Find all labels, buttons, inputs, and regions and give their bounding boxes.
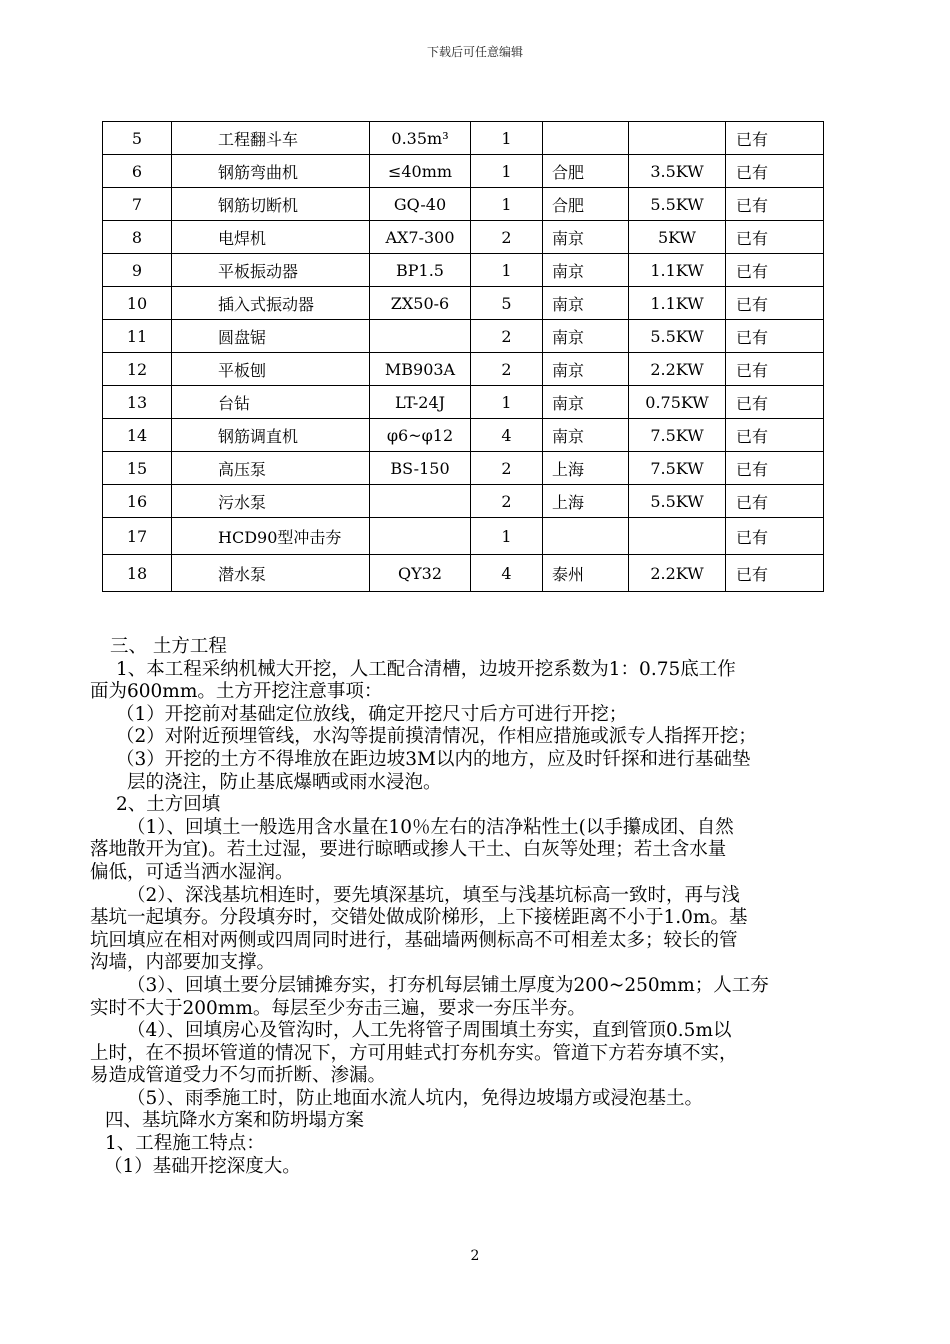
cell-number: 11 <box>103 320 172 353</box>
paragraph-line: （4）、回填房心及管沟时，人工先将管子周围填土夯实，直到管顶0.5m以 <box>127 1020 732 1042</box>
cell-equipment-name: 钢筋切断机 <box>172 188 370 221</box>
cell-origin: 合肥 <box>543 188 629 221</box>
cell-equipment-name: 钢筋弯曲机 <box>172 155 370 188</box>
document-body <box>90 636 890 1178</box>
cell-origin: 上海 <box>543 452 629 485</box>
cell-model: φ6~φ12 <box>370 419 471 452</box>
list-item: （2）对附近预埋管线，水沟等提前摸清情况，作相应措施或派专人指挥开挖； <box>116 726 757 748</box>
cell-number: 15 <box>103 452 172 485</box>
paragraph-line: 坑回填应在相对两侧或四周同时进行，基础墙两侧标高不可相差太多；较长的管 <box>90 929 738 951</box>
cell-origin <box>543 518 629 555</box>
cell-equipment-name: 插入式振动器 <box>172 287 370 320</box>
cell-model: BS-150 <box>370 452 471 485</box>
paragraph-line: 易造成管道受力不匀而折断、渗漏。 <box>90 1065 387 1087</box>
cell-status: 已有 <box>726 254 824 287</box>
cell-power: 7.5KW <box>629 419 726 452</box>
cell-status: 已有 <box>726 221 824 254</box>
cell-number: 12 <box>103 353 172 386</box>
equipment-table <box>102 121 824 592</box>
paragraph-line: 1、本工程采纳机械大开挖，人工配合清槽，边坡开挖系数为1：0.75底工作 <box>116 658 736 680</box>
cell-origin: 南京 <box>543 419 629 452</box>
table-row <box>103 452 824 485</box>
cell-quantity: 1 <box>471 386 543 419</box>
cell-origin: 南京 <box>543 254 629 287</box>
paragraph-line: 沟墙，内部要加支撑。 <box>90 952 276 974</box>
paragraph-line: （1）、回填土一般选用含水量在10％左右的洁净粘性土(以手攥成团、自然 <box>127 816 734 838</box>
cell-quantity: 2 <box>471 485 543 518</box>
cell-equipment-name: HCD90型冲击夯 <box>172 518 370 555</box>
cell-power: 5.5KW <box>629 485 726 518</box>
cell-equipment-name: 平板刨 <box>172 353 370 386</box>
cell-origin <box>543 122 629 155</box>
cell-quantity: 4 <box>471 419 543 452</box>
cell-origin: 南京 <box>543 320 629 353</box>
cell-status: 已有 <box>726 555 824 592</box>
section-heading: 三、 土方工程 <box>110 636 227 657</box>
cell-quantity: 1 <box>471 518 543 555</box>
table-row <box>103 518 824 555</box>
cell-model: QY32 <box>370 555 471 592</box>
cell-model: GQ-40 <box>370 188 471 221</box>
paragraph-line: 上时，在不损坏管道的情况下，方可用蛙式打夯机夯实。管道下方若夯填不实， <box>90 1042 738 1064</box>
cell-number: 7 <box>103 188 172 221</box>
paragraph-line: 基坑一起填夯。分段填夯时，交错处做成阶梯形，上下接槎距离不小于1.0m。基 <box>90 907 748 929</box>
cell-quantity: 5 <box>471 287 543 320</box>
cell-power: 2.2KW <box>629 555 726 592</box>
cell-number: 16 <box>103 485 172 518</box>
cell-number: 13 <box>103 386 172 419</box>
cell-equipment-name: 台钻 <box>172 386 370 419</box>
cell-quantity: 1 <box>471 254 543 287</box>
subsection-heading: 2、土方回填 <box>116 794 221 816</box>
cell-status: 已有 <box>726 419 824 452</box>
cell-equipment-name: 高压泵 <box>172 452 370 485</box>
paragraph-line: 落地散开为宜)。若土过湿，要进行晾晒或掺人干土、白灰等处理；若土含水量 <box>90 839 727 861</box>
cell-power <box>629 122 726 155</box>
paragraph-line: 面为600mm。土方开挖注意事项： <box>90 681 383 703</box>
cell-origin: 泰州 <box>543 555 629 592</box>
table-row <box>103 254 824 287</box>
paragraph-line: （5）、雨季施工时，防止地面水流人坑内，免得边坡塌方或浸泡基土。 <box>127 1087 704 1109</box>
cell-equipment-name: 平板振动器 <box>172 254 370 287</box>
cell-origin: 南京 <box>543 287 629 320</box>
cell-model: MB903A <box>370 353 471 386</box>
table-row <box>103 122 824 155</box>
cell-origin: 合肥 <box>543 155 629 188</box>
cell-power: 2.2KW <box>629 353 726 386</box>
cell-quantity: 1 <box>471 188 543 221</box>
cell-status: 已有 <box>726 518 824 555</box>
cell-origin: 南京 <box>543 353 629 386</box>
paragraph-line: （3）、回填土要分层铺摊夯实，打夯机每层铺土厚度为200~250mm；人工夯 <box>127 974 769 996</box>
cell-model: 0.35m³ <box>370 122 471 155</box>
cell-model: AX7-300 <box>370 221 471 254</box>
cell-power: 1.1KW <box>629 287 726 320</box>
cell-quantity: 2 <box>471 221 543 254</box>
table-row <box>103 320 824 353</box>
cell-quantity: 2 <box>471 452 543 485</box>
cell-equipment-name: 污水泵 <box>172 485 370 518</box>
paragraph-line: 层的浇注，防止基底爆晒或雨水浸泡。 <box>127 771 442 793</box>
cell-power: 5.5KW <box>629 320 726 353</box>
cell-status: 已有 <box>726 320 824 353</box>
cell-power: 7.5KW <box>629 452 726 485</box>
paragraph-line: 偏低，可适当洒水湿润。 <box>90 861 294 883</box>
table-row <box>103 287 824 320</box>
section-heading: 四、基坑降水方案和防坍塌方案 <box>105 1110 365 1132</box>
page-number: 2 <box>470 1248 480 1264</box>
cell-power: 0.75KW <box>629 386 726 419</box>
table-row <box>103 555 824 592</box>
cell-quantity: 4 <box>471 555 543 592</box>
cell-equipment-name: 工程翻斗车 <box>172 122 370 155</box>
cell-model: ZX50-6 <box>370 287 471 320</box>
list-item: （3）开挖的土方不得堆放在距边坡3M以内的地方，应及时钎探和进行基础垫 <box>116 748 751 770</box>
cell-number: 6 <box>103 155 172 188</box>
cell-quantity: 1 <box>471 155 543 188</box>
cell-number: 9 <box>103 254 172 287</box>
cell-status: 已有 <box>726 353 824 386</box>
cell-status: 已有 <box>726 188 824 221</box>
cell-equipment-name: 潜水泵 <box>172 555 370 592</box>
subsection-heading: 1、工程施工特点： <box>105 1133 265 1155</box>
list-item: （1）基础开挖深度大。 <box>104 1155 301 1177</box>
paragraph-line: 实时不大于200mm。每层至少夯击三遍，要求一夯压半夯。 <box>90 997 586 1019</box>
cell-number: 14 <box>103 419 172 452</box>
cell-power: 5KW <box>629 221 726 254</box>
cell-model <box>370 518 471 555</box>
table-row <box>103 419 824 452</box>
cell-quantity: 2 <box>471 320 543 353</box>
cell-status: 已有 <box>726 155 824 188</box>
cell-origin: 上海 <box>543 485 629 518</box>
table-row <box>103 386 824 419</box>
cell-equipment-name: 电焊机 <box>172 221 370 254</box>
cell-model: LT-24J <box>370 386 471 419</box>
cell-status: 已有 <box>726 287 824 320</box>
table-row <box>103 485 824 518</box>
cell-model <box>370 320 471 353</box>
cell-status: 已有 <box>726 452 824 485</box>
cell-power <box>629 518 726 555</box>
cell-origin: 南京 <box>543 221 629 254</box>
cell-number: 10 <box>103 287 172 320</box>
cell-number: 18 <box>103 555 172 592</box>
table-row <box>103 221 824 254</box>
cell-power: 1.1KW <box>629 254 726 287</box>
cell-number: 17 <box>103 518 172 555</box>
cell-quantity: 2 <box>471 353 543 386</box>
cell-quantity: 1 <box>471 122 543 155</box>
cell-equipment-name: 圆盘锯 <box>172 320 370 353</box>
list-item: （1）开挖前对基础定位放线，确定开挖尺寸后方可进行开挖； <box>116 703 628 725</box>
paragraph-line: （2）、深浅基坑相连时，要先填深基坑，填至与浅基坑标高一致时，再与浅 <box>127 884 741 906</box>
cell-number: 5 <box>103 122 172 155</box>
cell-status: 已有 <box>726 122 824 155</box>
cell-origin: 南京 <box>543 386 629 419</box>
table-row <box>103 353 824 386</box>
cell-number: 8 <box>103 221 172 254</box>
cell-equipment-name: 钢筋调直机 <box>172 419 370 452</box>
cell-power: 5.5KW <box>629 188 726 221</box>
table-row <box>103 155 824 188</box>
table-row <box>103 188 824 221</box>
page-header: 下载后可任意编辑 <box>426 45 523 59</box>
cell-status: 已有 <box>726 386 824 419</box>
cell-model: BP1.5 <box>370 254 471 287</box>
cell-power: 3.5KW <box>629 155 726 188</box>
cell-status: 已有 <box>726 485 824 518</box>
cell-model <box>370 485 471 518</box>
cell-model: ≤40mm <box>370 155 471 188</box>
